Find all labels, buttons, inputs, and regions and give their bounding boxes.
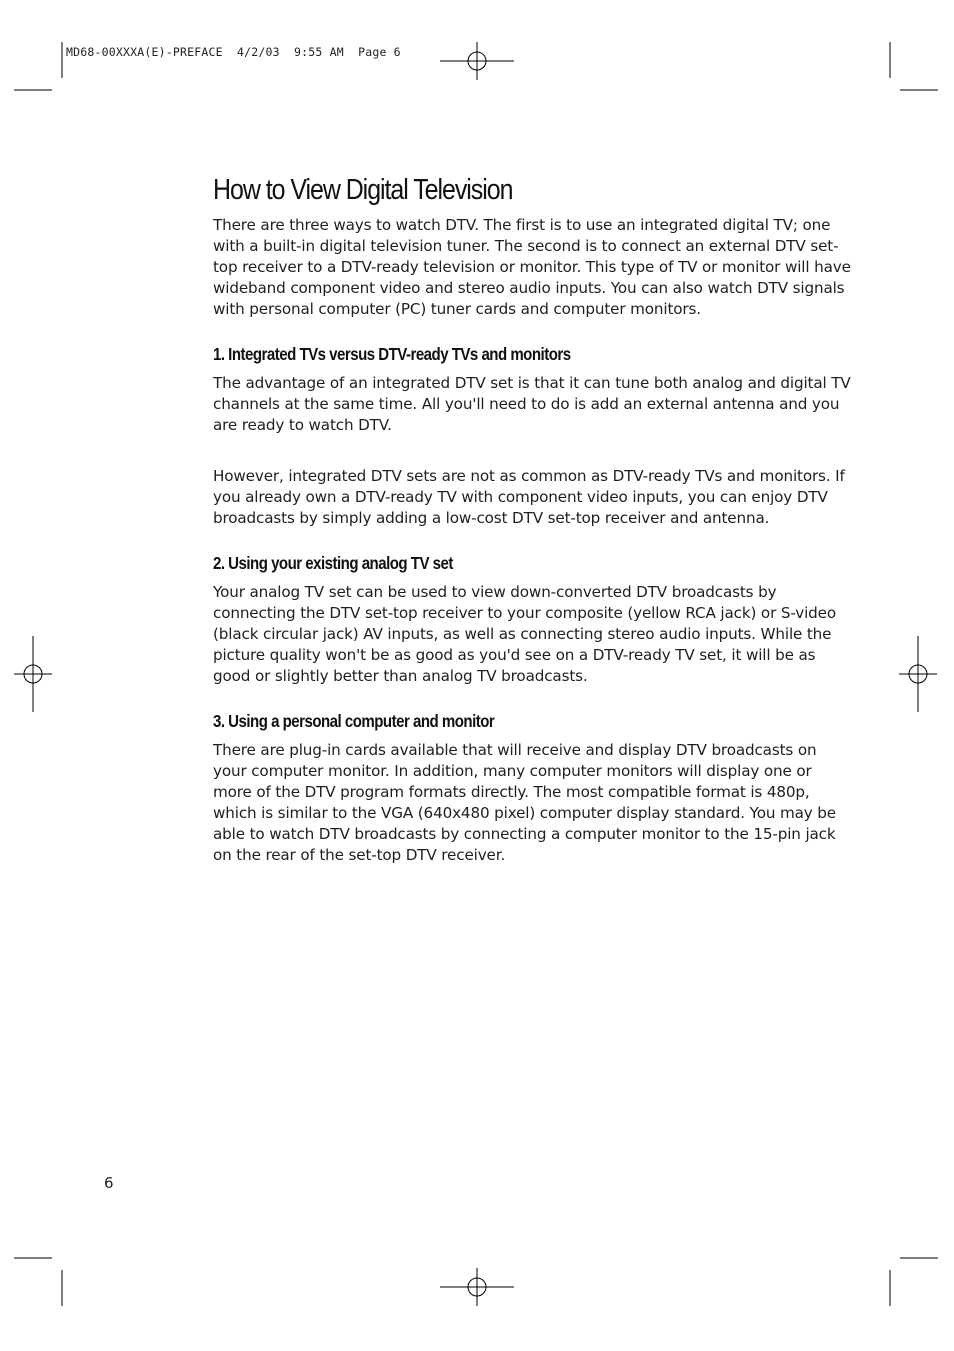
section-1-paragraph-1: The advantage of an integrated DTV set is that it can tune both analog and digital TV channels at the same time. All you'll need to do is add an external antenna and you are ready to watch DTV. [213,374,851,434]
section-2-paragraph: Your analog TV set can be used to view down-converted DTV broadcasts by connecting the DTV set-top receiver to your composite (yellow RCA jack) or S-video (black circular jack) AV inputs, as well as connecting stereo audio inputs. While the picture quality won't be as good as you'd see on a DTV-ready TV set, it will be as good or slightly better than analog TV broadcasts. [213,583,836,685]
page-number: 6 [104,1174,114,1192]
registration-mark-bottom [440,1268,514,1306]
page-title: How to View Digital Television [213,174,513,206]
section-3-paragraph: There are plug-in cards available that will receive and display DTV broadcasts on your computer monitor. In addition, many computer monitors will display one or more of the DTV program formats directly. The most compatible format is 480p, which is similar to the VGA (640x480 pixel) computer display standard. You may be able to watch DTV broadcasts by connecting a computer monitor to the 15-pin jack on the rear of the set-top DTV receiver. [213,741,836,864]
registration-mark-right [899,636,937,712]
section-heading-integrated-tvs: 1. Integrated TVs versus DTV-ready TVs and monitors [213,344,571,364]
section-heading-analog-tv: 2. Using your existing analog TV set [213,553,453,573]
section-heading-personal-computer: 3. Using a personal computer and monitor [213,711,495,731]
registration-mark-top [440,42,514,80]
registration-mark-left [14,636,52,712]
print-slug-line: MD68-00XXXA(E)-PREFACE 4/2/03 9:55 AM Page 6 [66,45,401,59]
section-1-paragraph-2: However, integrated DTV sets are not as common as DTV-ready TVs and monitors. If you already own a DTV-ready TV with component video inputs, you can enjoy DTV broadcasts by simply adding a low-cost DTV set-top receiver and antenna. [213,467,845,527]
intro-paragraph: There are three ways to watch DTV. The first is to use an integrated digital TV; one with a built-in digital television tuner. The second is to connect an external DTV set-top receiver to a DTV-ready television or monitor. This type of TV or monitor will have wideband component video and stereo audio inputs. You can also watch DTV signals with personal computer (PC) tuner cards and computer monitors. [213,216,851,318]
